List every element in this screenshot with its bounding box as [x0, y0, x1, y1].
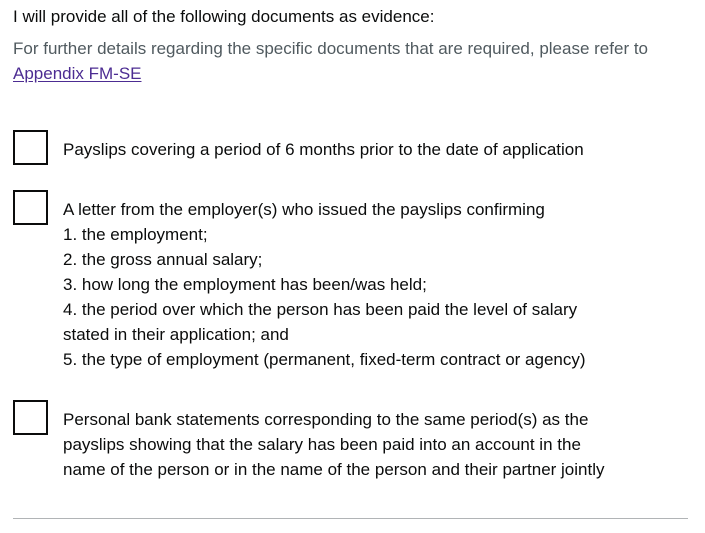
- label-line: name of the person or in the name of the person and their partner jointly: [63, 460, 605, 479]
- label-line: Personal bank statements corresponding to the same period(s) as the: [63, 410, 589, 429]
- label-line: payslips showing that the salary has been paid into an account in the: [63, 435, 581, 454]
- label-line: 5. the type of employment (permanent, fixed-term contract or agency): [63, 350, 586, 369]
- label-line: A letter from the employer(s) who issued the payslips confirming: [63, 200, 545, 219]
- employer-letter-checkbox[interactable]: [13, 190, 48, 225]
- bank-statements-checkbox[interactable]: [13, 400, 48, 435]
- payslips-checkbox-label[interactable]: [63, 137, 663, 162]
- payslips-checkbox[interactable]: [13, 130, 48, 165]
- label-line: 1. the employment;: [63, 225, 208, 244]
- section-divider: [13, 518, 688, 519]
- question-hint: [13, 36, 693, 86]
- hint-text: For further details regarding the specific documents that are required, please refer to: [13, 39, 649, 58]
- bank-statements-checkbox-label[interactable]: [63, 407, 663, 482]
- label-line: 2. the gross annual salary;: [63, 250, 263, 269]
- label-line: 4. the period over which the person has been paid the level of salary: [63, 300, 578, 319]
- employer-letter-checkbox-label[interactable]: [63, 197, 663, 372]
- appendix-fm-se-link[interactable]: Appendix FM-SE: [13, 64, 142, 83]
- label-line: stated in their application; and: [63, 325, 289, 344]
- label-line: Payslips covering a period of 6 months prior to the date of application: [63, 140, 584, 159]
- question-legend: I will provide all of the following documents as evidence:: [13, 7, 435, 26]
- label-line: 3. how long the employment has been/was held;: [63, 275, 427, 294]
